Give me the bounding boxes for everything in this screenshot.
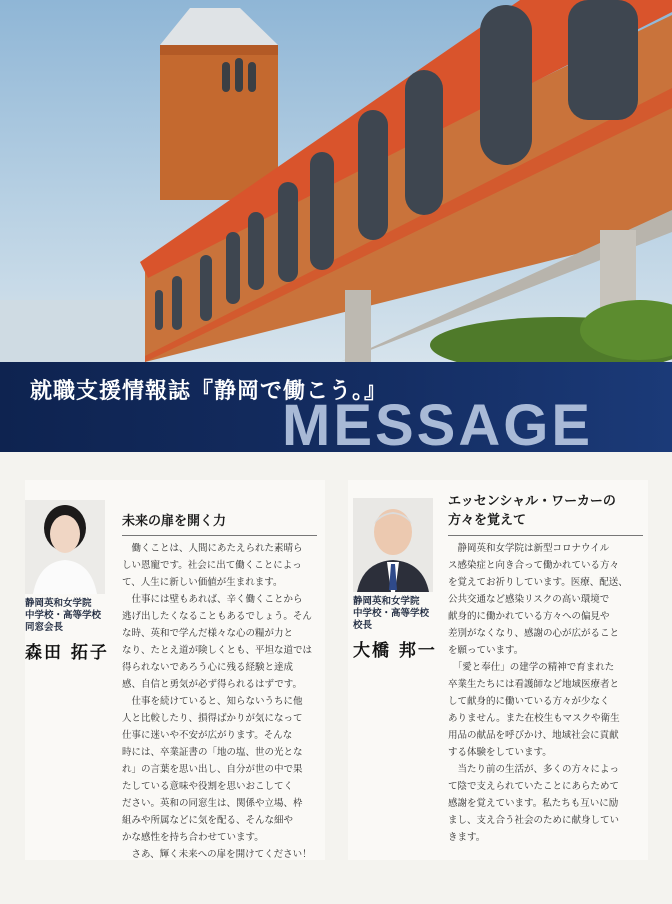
banner-message-word: MESSAGE [282, 393, 594, 458]
message-body [448, 540, 628, 846]
text-line: しい恩寵です。社会に出て働くことによっ [122, 560, 302, 571]
text-line: なり、たとえ道が険しくとも、平坦な道では [122, 645, 313, 656]
affiliation-line: 静岡英和女学院 [353, 596, 420, 607]
text-line: 用品の献品を呼びかけ、地域社会に貢献 [448, 730, 619, 741]
text-line: を願っています。 [448, 645, 524, 656]
text-line: 時には、卒業証書の「地の塩、世の光とな [122, 747, 303, 758]
text-line: たしている意味や役割を思いおこしてく [122, 781, 294, 792]
heading-line: 方々を覚えて [448, 513, 527, 528]
text-line: ありません。また在校生もマスクや衛生 [448, 713, 620, 724]
heading-divider [448, 535, 643, 536]
text-line: 働くことは、人間にあたえられた素晴ら [122, 543, 303, 554]
text-line: 献身的に働かれている方々への偏見や [448, 611, 610, 622]
text-line: 差別がなくなり、感謝の心が広がること [448, 628, 620, 639]
text-line: ださい。英和の同窓生は、関係や立場、枠 [122, 798, 303, 809]
text-line: 静岡英和女学院は新型コロナウイル [448, 543, 610, 554]
text-line: 人と比較したり、損得ばかりが気になって [122, 713, 303, 724]
message-body [122, 540, 312, 863]
text-line: 得られないであろう心に残る経験と達成 [122, 662, 294, 673]
portrait-photo-ohashi [353, 498, 433, 592]
text-line: 仕事には壁もあれば、辛く働くことから [122, 594, 303, 605]
text-line: 「愛と奉仕」の建学の精神で育まれた [448, 662, 615, 673]
text-line: 仕事に迷いや不安が広がります。そんな [122, 730, 293, 741]
text-line: 公共交通など感染リスクの高い環境で [448, 594, 610, 605]
person-name: 森田 拓子 [25, 643, 109, 663]
hero-building-photo [0, 0, 672, 362]
affiliation-role: 校長 [353, 620, 373, 631]
text-line: まし、支え合う社会のために献身してい [448, 815, 620, 826]
heading-line: エッセンシャル・ワーカーの [448, 494, 616, 509]
text-line: する体験をしています。 [448, 747, 552, 758]
affiliation-line: 中学校・高等学校 [25, 610, 102, 621]
text-line: 当たり前の生活が、多くの方々によっ [448, 764, 620, 775]
affiliation-line: 静岡英和女学院 [25, 598, 92, 609]
portrait-photo-morita [25, 500, 105, 594]
text-line: れ」の言葉を思い出し、自分が世の中で果 [122, 764, 303, 775]
text-line: 逃げ出したくなることもあるでしょう。そん [122, 611, 312, 622]
message-heading [448, 492, 616, 530]
text-line: 卒業生たちには看護師など地域医療者と [448, 679, 620, 690]
person-name: 大橋 邦一 [353, 641, 437, 661]
message-panel-principal [348, 480, 648, 860]
message-banner [0, 362, 672, 458]
text-line: て、人生に新しい価値が生まれます。 [122, 577, 283, 588]
text-line: て陰で支えられていたことにあらためて [448, 781, 620, 792]
text-line: さあ、輝く未来への扉を開けてください！ [122, 849, 312, 860]
text-line: を覚えてお祈りしています。医療、配送、 [448, 577, 628, 588]
text-line: な時、英和で学んだ様々な心の糧が力と [122, 628, 294, 639]
affiliation-role: 同窓会長 [25, 622, 64, 633]
affiliation-line: 中学校・高等学校 [353, 608, 430, 619]
heading-divider [122, 535, 317, 536]
text-line: 感、自信と勇気が必ず得られるはずです。 [122, 679, 303, 690]
text-line: かな感性を持ち合わせています。 [122, 832, 264, 843]
text-line: ス感染症と向き合って働かれている方々 [448, 560, 620, 571]
banner-title: 就職支援情報誌『静岡で働こう。』 [30, 379, 388, 404]
message-panel-alumni [25, 480, 325, 860]
text-line: して献身的に働いている方々が少なく [448, 696, 610, 707]
text-line: 感謝を覚えています。私たちも互いに励 [448, 798, 619, 809]
message-heading: 未来の扉を開く力 [122, 514, 227, 529]
text-line: きます。 [448, 832, 486, 843]
text-line: 組みや所属などに気を配る、そんな細や [122, 815, 294, 826]
building-illustration [0, 0, 672, 362]
text-line: 仕事を続けていると、知らないうちに他 [122, 696, 303, 707]
